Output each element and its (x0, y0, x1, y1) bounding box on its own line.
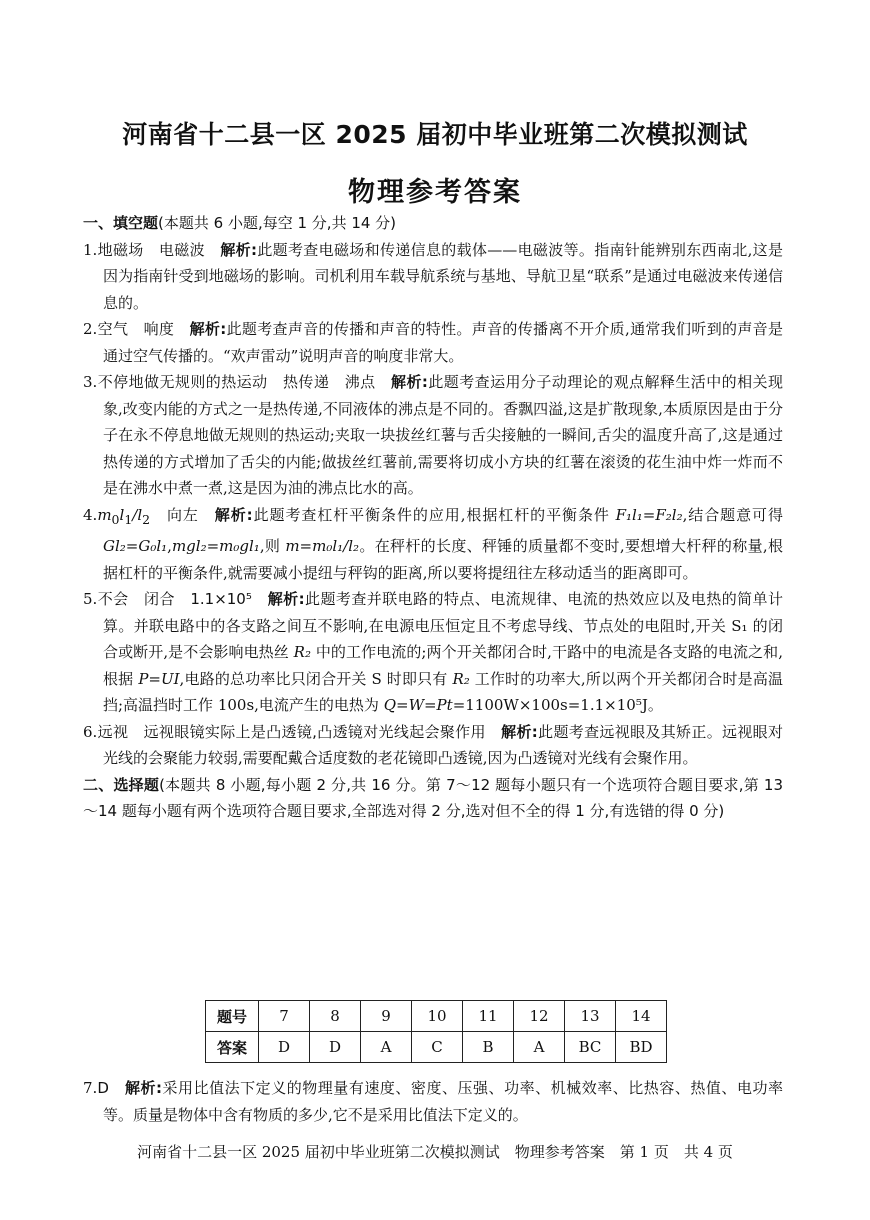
table-cell-number: 9 (361, 1001, 412, 1032)
table-header-answer: 答案 (206, 1032, 259, 1063)
question-7 (83, 1075, 783, 1128)
q5-text1: 此题考查并联电路的特点、电流规律、电流的热效应以及电热的简单计算。并联电路中的各支路之间互不影响,在电源电压恒定且不考虑导线、节点处的电阻时,开关 S₁ 的闭合或断开,是不会影响电热丝 (103, 590, 783, 661)
q4-formula2: Gl₂=G₀l₁ (103, 537, 168, 555)
table-header-number: 题号 (206, 1001, 259, 1032)
section1-heading: 一、填空题 (83, 214, 159, 232)
q4-num: 4. (83, 505, 98, 524)
q4-formula3: mgl₂=m₀gl₁ (171, 537, 260, 555)
q5-text4: 工作时的功率大,所以两个开关都闭合时是高温挡;高温挡时工作 100s,电流产生的电热为 (103, 669, 783, 714)
q4-text1: 此题考查杠杆平衡条件的应用,根据杠杆的平衡条件 (252, 505, 616, 524)
page-footer: 河南省十二县一区 2025 届初中毕业班第二次模拟测试 物理参考答案 第 1 页 共 4 页 (137, 1143, 733, 1161)
table-row-numbers (206, 1001, 667, 1032)
q4-answer-direction: 向左 (150, 505, 199, 524)
q3-answer: 不停地做无规则的热运动 热传递 沸点 (97, 373, 376, 391)
table-cell-answer: BC (565, 1032, 616, 1063)
q6-answer: 远视 远视眼镜实际上是凸透镜,凸透镜对光线起会聚作用 (97, 722, 486, 741)
table-cell-number: 13 (565, 1001, 616, 1032)
q3-num: 3. (83, 373, 98, 391)
table-cell-number: 10 (412, 1001, 463, 1032)
q3-analysis: 此题考查运用分子动理论的观点解释生活中的相关现象,改变内能的方式之一是热传递,不同液体的沸点是不同的。香飘四溢,这是扩散现象,本质原因是由于分子在永不停息地做无规则的热运动;夹取一块拔丝红薯与舌尖接触的一瞬间,舌尖的温度升高了,这是通过热传递的方式增加了舌尖的内能;做拔丝红薯前,需要将切成小方块的红薯在滚烫的花生油中炸一炸而不是在沸水中煮一煮,这是因为油的沸点比水的高。 (103, 373, 783, 497)
q4-formula4: m=m₀l₁/l₂ (285, 537, 360, 555)
q4-answer-sub2: 2 (142, 511, 151, 527)
answer-body (83, 210, 783, 825)
table-cell-answer: D (310, 1032, 361, 1063)
q4-text3: , (167, 537, 172, 555)
q1-answer: 地磁场 电磁波 (97, 240, 205, 259)
q5-text5: =1100W×100s=1.1×10⁵J。 (452, 696, 663, 714)
question-3 (83, 369, 783, 502)
q2-analysis-label: 解析: (189, 320, 227, 338)
answer-table (205, 1000, 667, 1063)
q7-analysis-label: 解析: (124, 1079, 162, 1097)
q5-analysis-label: 解析: (267, 590, 305, 608)
question-6 (83, 719, 783, 772)
table-cell-answer: A (361, 1032, 412, 1063)
table-cell-answer: B (463, 1032, 514, 1063)
q1-analysis: 此题考查电磁场和传递信息的载体——电磁波等。指南针能辨别东西南北,这是因为指南针受到地磁场的影响。司机利用车载导航系统与基地、导航卫星“联系”是通过电磁波来传递信息的。 (103, 240, 783, 312)
table-cell-number: 7 (259, 1001, 310, 1032)
table-cell-answer: BD (616, 1032, 667, 1063)
q6-analysis-label: 解析: (501, 722, 538, 741)
section1-note: (本题共 6 小题,每空 1 分,共 14 分) (158, 214, 397, 232)
q5-r2b: R₂ (452, 669, 470, 688)
q4-answer-l2: /l (132, 505, 143, 524)
q4-answer-m: m (97, 505, 112, 524)
q4-text4: ,则 (259, 537, 286, 555)
table-cell-number: 11 (463, 1001, 514, 1032)
section2-header (83, 772, 783, 825)
q4-formula1: F₁l₁=F₂l₂ (615, 505, 683, 524)
table-row-answers (206, 1032, 667, 1063)
document-title: 河南省十二县一区 2025 届初中毕业班第二次模拟测试 (122, 120, 748, 149)
q6-num: 6. (83, 722, 98, 741)
q4-text5: 。在秤杆的长度、秤锤的质量都不变时,要想增大杆秤的称量,根据杠杆的平衡条件,就需要减小提纽与秤钩的距离,所以要将提纽往左移动适当的距离即可。 (103, 537, 783, 582)
q5-answer: 不会 闭合 1.1×10⁵ (97, 590, 252, 608)
document-subtitle: 物理参考答案 (348, 177, 522, 208)
table-cell-answer: A (514, 1032, 565, 1063)
q5-text3: ,电路的总功率比只闭合开关 S 时即只有 (179, 669, 453, 688)
q6-analysis: 此题考查远视眼及其矫正。远视眼对光线的会聚能力较弱,需要配戴合适度数的老花镜即凸透镜,因为凸透镜对光线有会聚作用。 (103, 722, 783, 767)
q2-num: 2. (83, 320, 98, 338)
q7-answer: D (97, 1079, 109, 1097)
q4-answer-l: l (119, 505, 125, 524)
section2-heading: 二、选择题 (83, 775, 160, 794)
q5-num: 5. (83, 590, 98, 608)
question-4 (83, 502, 783, 587)
section2-note: (本题共 8 小题,每小题 2 分,共 16 分。第 7～12 题每小题只有一个选项符合题目要求,第 13～14 题每小题有两个选项符合题目要求,全部选对得 2 分,选对但不全的得 1 分,有选错的得 0 分) (83, 775, 783, 820)
q3-analysis-label: 解析: (391, 373, 428, 391)
q5-formula1: P=UI (138, 669, 180, 688)
q1-analysis-label: 解析: (220, 240, 257, 259)
q2-analysis: 此题考查声音的传播和声音的特性。声音的传播离不开介质,通常我们听到的声音是通过空气传播的。“欢声雷动”说明声音的响度非常大。 (103, 320, 783, 365)
q5-r2: R₂ (293, 643, 311, 661)
q4-answer-sub1: 1 (124, 511, 133, 527)
q4-analysis-label: 解析: (214, 505, 253, 524)
table-cell-number: 8 (310, 1001, 361, 1032)
table-cell-answer: D (259, 1032, 310, 1063)
question-5 (83, 586, 783, 719)
q4-answer-sub0: 0 (111, 511, 120, 527)
q7-analysis: 采用比值法下定义的物理量有速度、密度、压强、功率、机械效率、比热容、热值、电功率等。质量是物体中含有物质的多少,它不是采用比值法下定义的。 (103, 1079, 783, 1124)
after-table-body (83, 1075, 783, 1128)
section1-header (83, 210, 783, 237)
table-cell-answer: C (412, 1032, 463, 1063)
table-cell-number: 14 (616, 1001, 667, 1032)
q5-text2: 中的工作电流的;两个开关都闭合时,干路中的电流是各支路的电流之和,根据 (103, 643, 783, 688)
q5-formula2: Q=W=Pt (383, 696, 453, 714)
q4-text2: ,结合题意可得 (682, 505, 783, 524)
table-cell-number: 12 (514, 1001, 565, 1032)
question-1 (83, 237, 783, 317)
q1-num: 1. (83, 240, 98, 259)
q7-num: 7. (83, 1079, 98, 1097)
q2-answer: 空气 响度 (97, 320, 175, 338)
question-2 (83, 316, 783, 369)
